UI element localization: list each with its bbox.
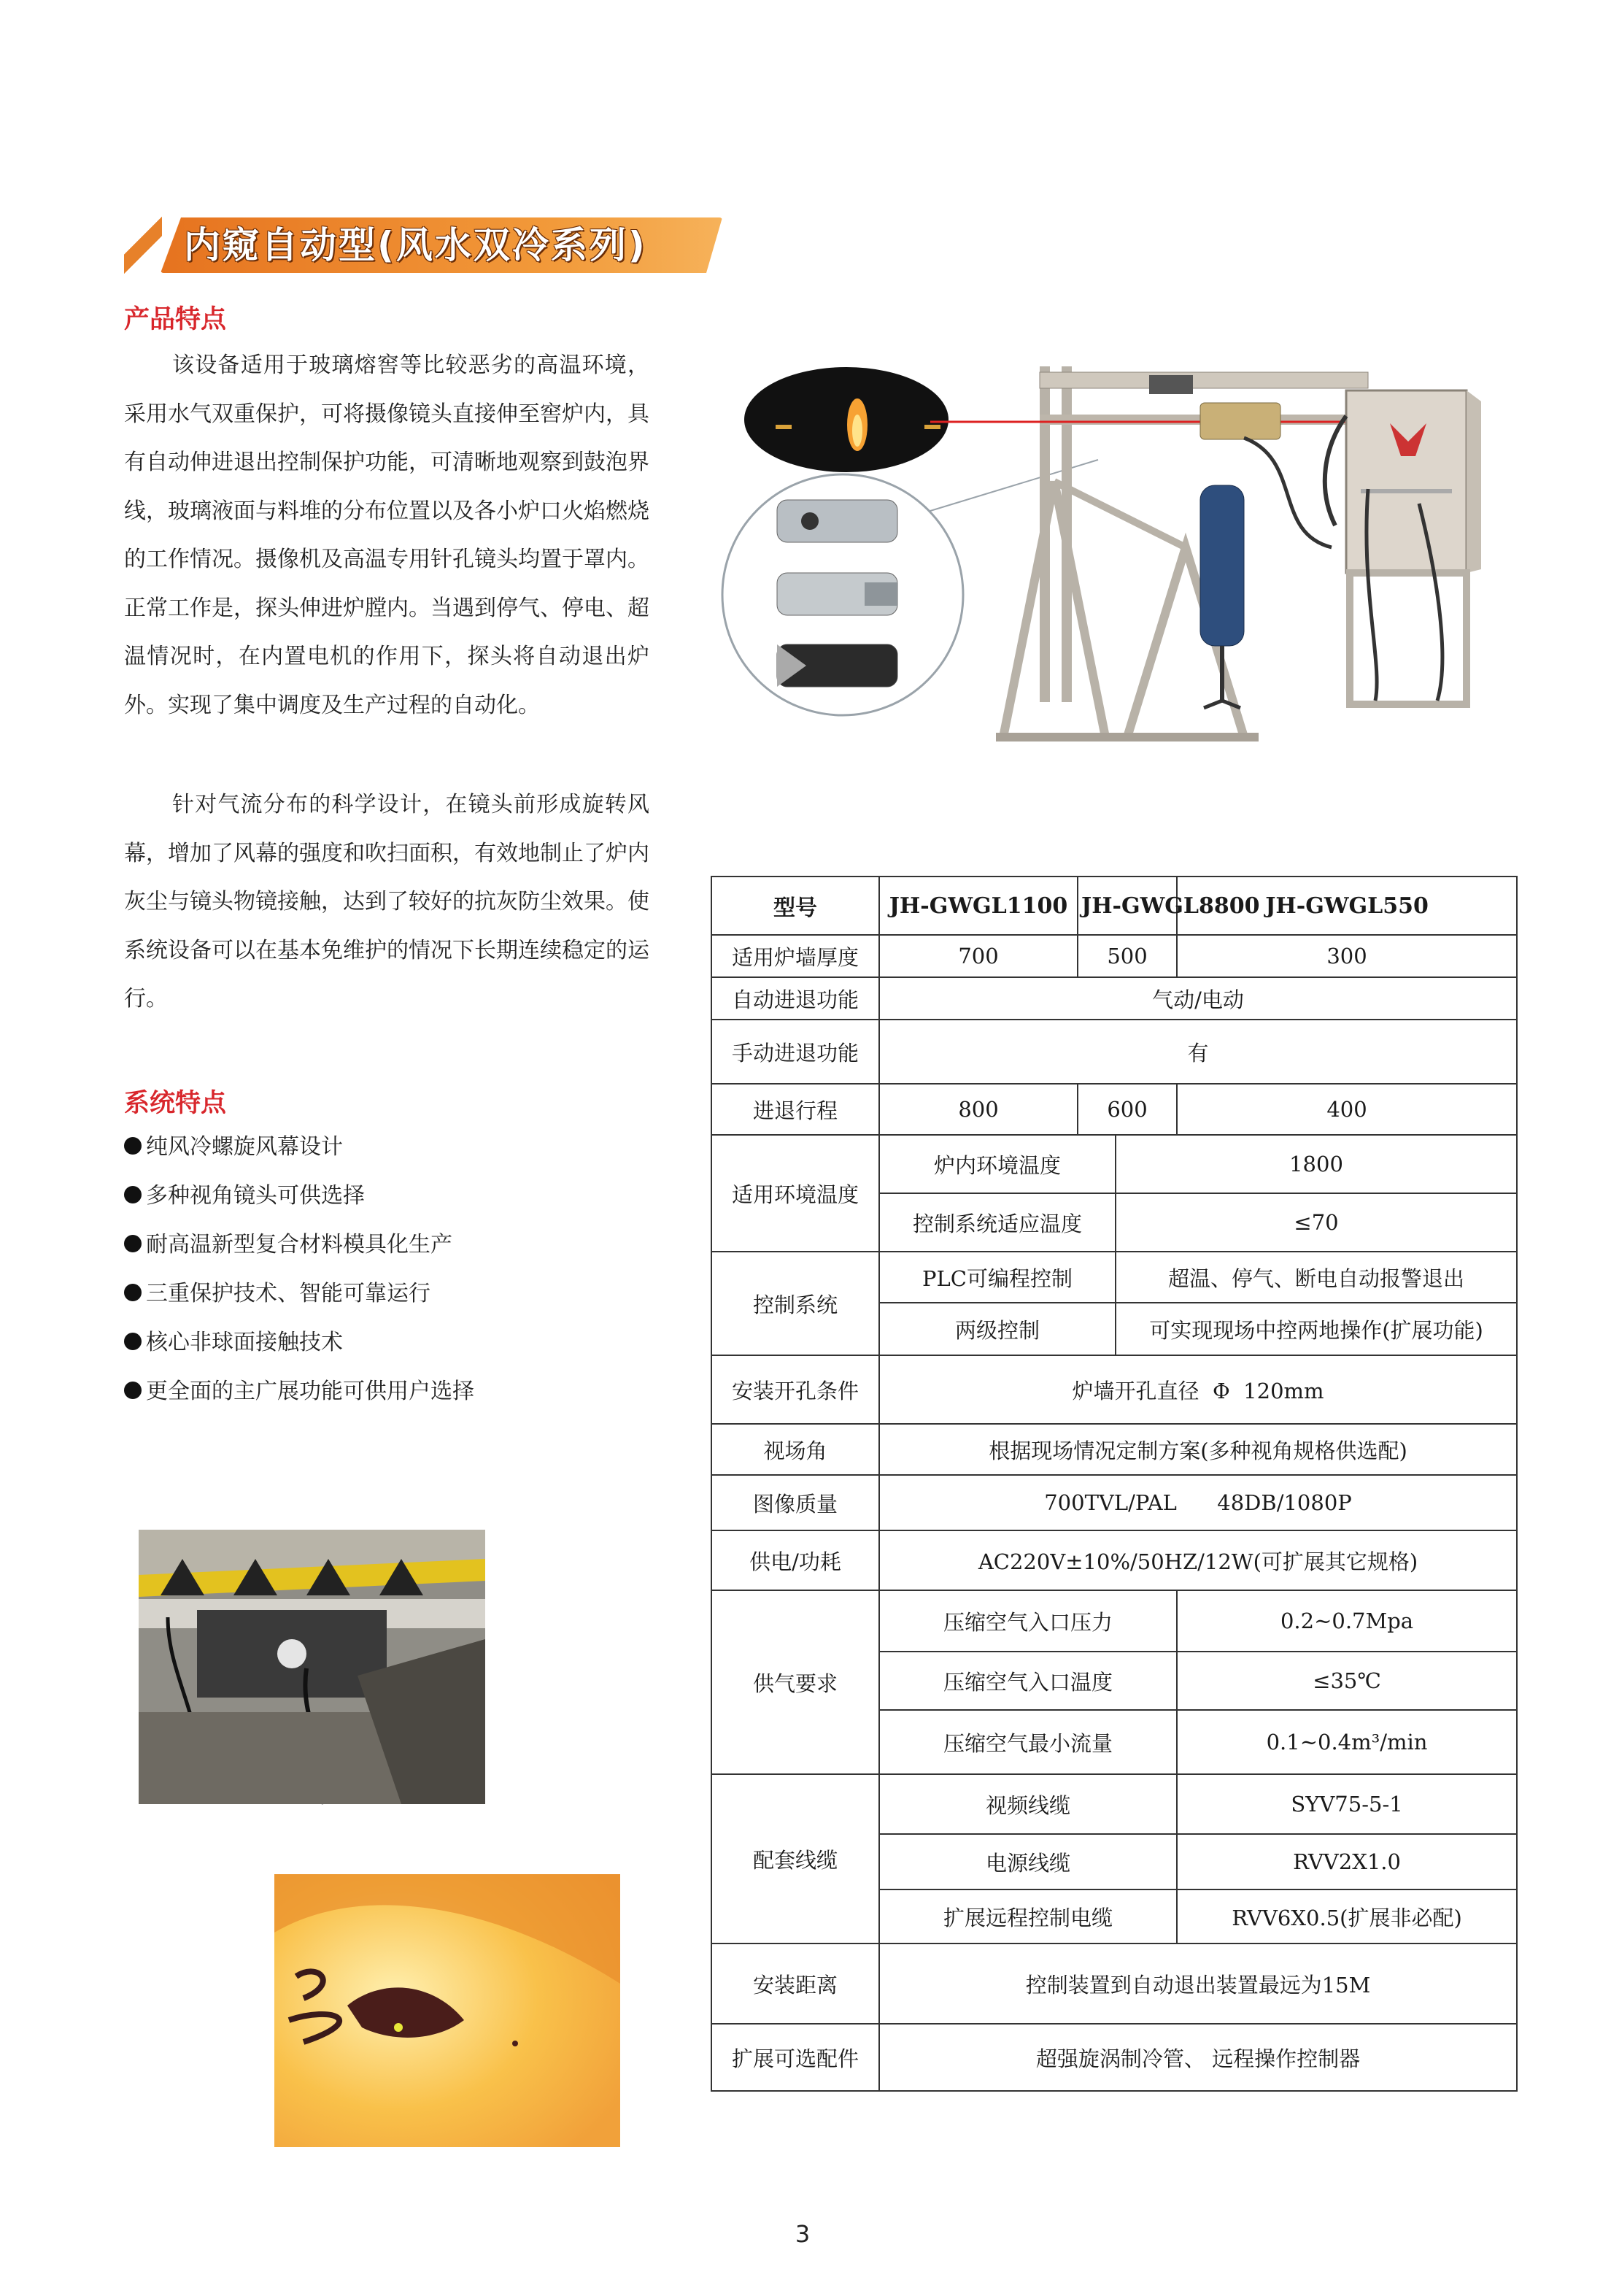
table-row <box>711 1424 1517 1475</box>
page-title: 内窥自动型(风水双冷系列) <box>184 224 647 266</box>
list-item: 更全面的主广展功能可供用户选择 <box>124 1374 679 1423</box>
model-8800: JH-GWGL8800 <box>1078 877 1177 935</box>
stroke-label: 进退行程 <box>711 1084 879 1135</box>
bullet-icon <box>124 1382 142 1399</box>
wall-thickness-value: 700 <box>879 935 1078 977</box>
model-1100: JH-GWGL1100 <box>879 877 1078 935</box>
control-cable-label: 扩展远程控制电缆 <box>879 1889 1177 1943</box>
air-pressure-value: 0.2~0.7Mpa <box>1177 1590 1517 1652</box>
banner-stripe <box>124 216 162 274</box>
view-angle-value: 根据现场情况定制方案(多种视角规格供选配) <box>879 1424 1517 1475</box>
power-cable-label: 电源线缆 <box>879 1834 1177 1889</box>
stroke-value: 400 <box>1177 1084 1517 1135</box>
air-pressure-label: 压缩空气入口压力 <box>879 1590 1177 1652</box>
control-temp-label: 控制系统适应温度 <box>879 1193 1116 1252</box>
wall-thickness-value: 500 <box>1078 935 1177 977</box>
bullet-icon <box>124 1137 142 1155</box>
table-row <box>711 1252 1517 1303</box>
bullet-icon <box>124 1333 142 1350</box>
table-row <box>711 1135 1517 1193</box>
bullet-icon <box>124 1186 142 1203</box>
product-illustration <box>719 358 1503 795</box>
table-row <box>711 1020 1517 1084</box>
wall-thickness-value: 300 <box>1177 935 1517 977</box>
furnace-view-photo <box>274 1874 620 2147</box>
control-cable-value: RVV6X0.5(扩展非必配) <box>1177 1889 1517 1943</box>
system-features-heading: 系统特点 <box>124 1089 227 1118</box>
power-label: 供电/功耗 <box>711 1530 879 1590</box>
furnace-temp-label: 炉内环境温度 <box>879 1135 1116 1193</box>
table-row <box>711 1355 1517 1424</box>
install-distance-label: 安装距离 <box>711 1943 879 2024</box>
manual-feed-value: 有 <box>879 1020 1517 1084</box>
install-distance-value: 控制装置到自动退出装置最远为15M <box>879 1943 1517 2024</box>
install-hole-value: 炉墙开孔直径 Φ 120mm <box>879 1355 1517 1424</box>
table-row <box>711 1943 1517 2024</box>
env-temp-label: 适用环境温度 <box>711 1135 879 1252</box>
furnace-temp-value: 1800 <box>1116 1135 1517 1193</box>
spec-table <box>711 876 1518 2092</box>
model-550: JH-GWGL550 <box>1177 877 1517 935</box>
video-cable-label: 视频线缆 <box>879 1774 1177 1834</box>
plc-control-value: 超温、停气、断电自动报警退出 <box>1116 1252 1517 1303</box>
flame-view-oval <box>744 367 949 472</box>
table-row <box>711 877 1517 935</box>
dual-control-label: 两级控制 <box>879 1303 1116 1355</box>
install-hole-label: 安装开孔条件 <box>711 1355 879 1424</box>
table-row <box>711 1590 1517 1652</box>
system-features-list <box>124 1130 679 1423</box>
cables-label: 配套线缆 <box>711 1774 879 1943</box>
installation-photo <box>139 1530 485 1804</box>
table-row <box>711 2024 1517 2091</box>
air-temp-value: ≤35℃ <box>1177 1652 1517 1710</box>
stroke-value: 600 <box>1078 1084 1177 1135</box>
table-row <box>711 1475 1517 1530</box>
product-features-paragraph-2: 针对气流分布的科学设计，在镜头前形成旋转风幕，增加了风幕的强度和吹扫面积，有效地制止了炉内灰尘与镜头物镜接触，达到了较好的抗灰防尘效果。使系统设备可以在基本免维护的情况下长期连续稳定的运行。 <box>124 792 649 1012</box>
power-cable-value: RVV2X1.0 <box>1177 1834 1517 1889</box>
dual-control-value: 可实现现场中控两地操作(扩展功能) <box>1116 1303 1517 1355</box>
list-item: 纯风冷螺旋风幕设计 <box>124 1130 679 1179</box>
model-label: 型号 <box>711 877 879 935</box>
table-row <box>711 1084 1517 1135</box>
control-system-label: 控制系统 <box>711 1252 879 1355</box>
image-quality-label: 图像质量 <box>711 1475 879 1530</box>
air-supply-label: 供气要求 <box>711 1590 879 1774</box>
bullet-icon <box>124 1235 142 1252</box>
title-banner <box>124 216 722 274</box>
control-temp-value: ≤70 <box>1116 1193 1517 1252</box>
table-row <box>711 1774 1517 1834</box>
bullet-icon <box>124 1284 142 1301</box>
product-features-heading: 产品特点 <box>124 305 227 334</box>
manual-feed-label: 手动进退功能 <box>711 1020 879 1084</box>
power-value: AC220V±10%/50HZ/12W(可扩展其它规格) <box>879 1530 1517 1590</box>
list-item: 多种视角镜头可供选择 <box>124 1179 679 1228</box>
page-number: 3 <box>795 2220 811 2248</box>
product-features-paragraph-1: 该设备适用于玻璃熔窖等比较恶劣的高温环境，采用水气双重保护，可将摄像镜头直接伸至窖炉内，具有自动伸进退出控制保护功能，可清晰地观察到鼓泡界线，玻璃液面与料堆的分布位置以及各小炉口火焰燃烧的工作情况。摄像机及高温专用针孔镜头均置于罩内。正常工作是，探头伸进炉膛内。当遇到停气、停电、超温情况时，在内置电机的作用下，探头将自动退出炉外。实现了集中调度及生产过程的自动化。 <box>124 353 649 718</box>
wall-thickness-label: 适用炉墙厚度 <box>711 935 879 977</box>
table-row <box>711 977 1517 1020</box>
accessories-value: 超强旋涡制冷管、 远程操作控制器 <box>879 2024 1517 2091</box>
air-temp-label: 压缩空气入口温度 <box>879 1652 1177 1710</box>
air-flow-label: 压缩空气最小流量 <box>879 1710 1177 1774</box>
auto-feed-value: 气动/电动 <box>879 977 1517 1020</box>
list-item: 耐高温新型复合材料模具化生产 <box>124 1228 679 1276</box>
list-item: 三重保护技术、智能可靠运行 <box>124 1276 679 1325</box>
video-cable-value: SYV75-5-1 <box>1177 1774 1517 1834</box>
table-row <box>711 935 1517 977</box>
stroke-value: 800 <box>879 1084 1078 1135</box>
accessories-label: 扩展可选配件 <box>711 2024 879 2091</box>
plc-control-label: PLC可编程控制 <box>879 1252 1116 1303</box>
table-row <box>711 1530 1517 1590</box>
air-flow-value: 0.1~0.4m³/min <box>1177 1710 1517 1774</box>
image-quality-value: 700TVL/PAL 48DB/1080P <box>879 1475 1517 1530</box>
view-angle-label: 视场角 <box>711 1424 879 1475</box>
list-item: 核心非球面接触技术 <box>124 1325 679 1374</box>
auto-feed-label: 自动进退功能 <box>711 977 879 1020</box>
